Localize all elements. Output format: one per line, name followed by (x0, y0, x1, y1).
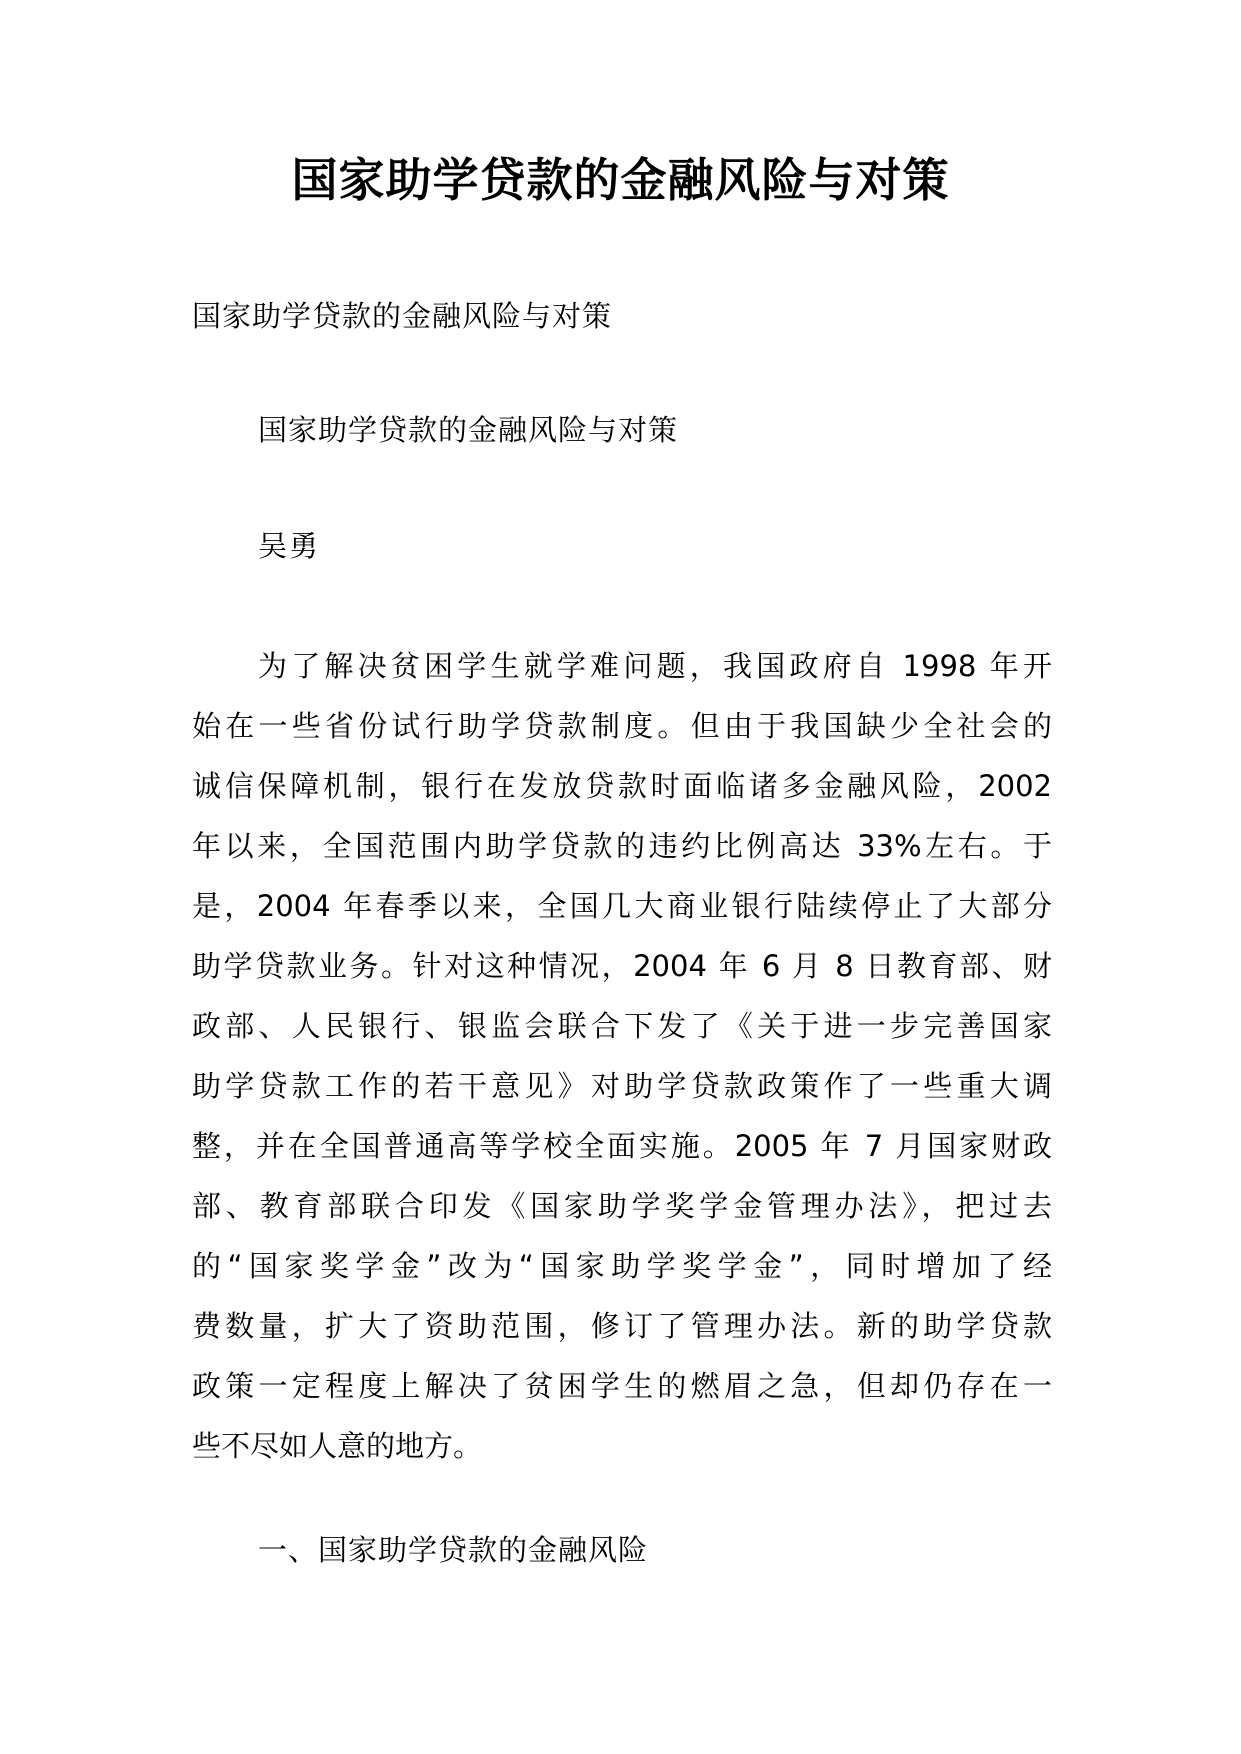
paragraph-line: 诚信保障机制，银行在发放贷款时面临诸多金融风险，2002 (192, 769, 1052, 803)
paragraph-line: 助学贷款工作的若干意见》对助学贷款政策作了一些重大调 (192, 1069, 1052, 1103)
article-title-line: 国家助学贷款的金融风险与对策 (258, 413, 679, 447)
paragraph-line: 费数量，扩大了资助范围，修订了管理办法。新的助学贷款 (192, 1309, 1052, 1343)
paragraph-line: 助学贷款业务。针对这种情况，2004 年 6 月 8 日教育部、财 (192, 949, 1052, 983)
paragraph-line: 年以来，全国范围内助学贷款的违约比例高达 33%左右。于 (192, 829, 1052, 863)
paragraph-line: 始在一些省份试行助学贷款制度。但由于我国缺少全社会的 (192, 709, 1052, 743)
subtitle-line: 国家助学贷款的金融风险与对策 (192, 299, 613, 333)
paragraph-line: 政部、人民银行、银监会联合下发了《关于进一步完善国家 (192, 1009, 1052, 1043)
document-title: 国家助学贷款的金融风险与对策 (291, 153, 950, 207)
paragraph-line: 为了解决贫困学生就学难问题，我国政府自 1998 年开 (258, 649, 1052, 683)
paragraph-line: 整，并在全国普通高等学校全面实施。2005 年 7 月国家财政 (192, 1129, 1052, 1163)
paragraph-line: 些不尽如人意的地方。 (192, 1429, 483, 1463)
section-heading: 一、国家助学贷款的金融风险 (258, 1533, 649, 1567)
paragraph-line: 是，2004 年春季以来，全国几大商业银行陆续停止了大部分 (192, 889, 1052, 923)
paragraph-line: 的“国家奖学金”改为“国家助学奖学金”，同时增加了经 (192, 1249, 1052, 1283)
paragraph-line: 部、教育部联合印发《国家助学奖学金管理办法》，把过去 (192, 1189, 1052, 1223)
author-name: 吴勇 (258, 529, 321, 563)
paragraph-line: 政策一定程度上解决了贫困学生的燃眉之急，但却仍存在一 (192, 1369, 1052, 1403)
